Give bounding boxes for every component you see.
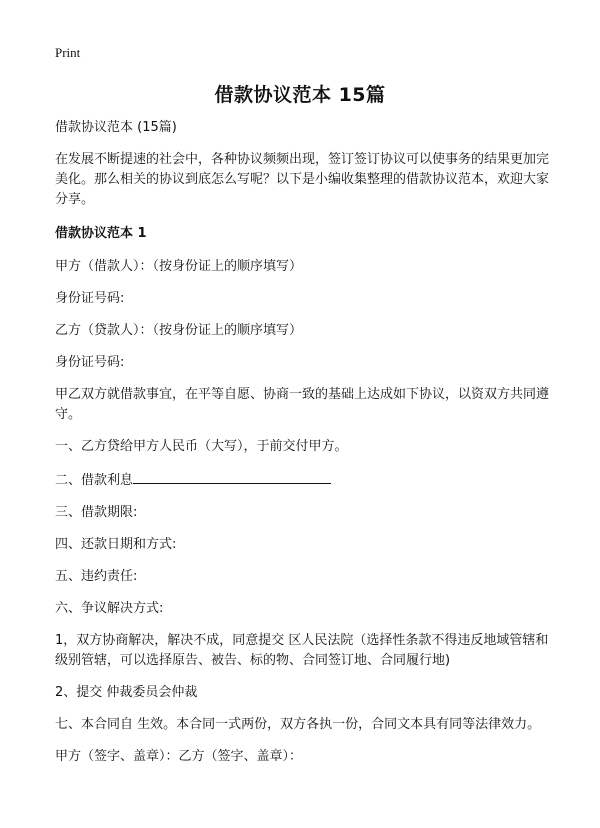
- clause-1: 一、乙方贷给甲方人民币（大写），于前交付甲方。: [55, 439, 348, 454]
- clause-4: 四、还款日期和方式:: [55, 537, 177, 552]
- clause-3: 三、借款期限:: [55, 505, 138, 520]
- signature-line: 甲方（签字、盖章）：乙方（签字、盖章）：: [55, 749, 303, 764]
- party-a-id-line: 身份证号码:: [55, 291, 125, 306]
- document-title: 借款协议范本 15篇: [214, 84, 386, 106]
- clause-6-1: 1，双方协商解决，解决不成，同意提交 区人民法院（选择性条款不得违反地域管辖和级别管辖，可以选择原告、被告、标的物、合同签订地、合同履行地): [55, 633, 549, 668]
- section-heading: 借款协议范本 1: [55, 226, 147, 241]
- clause-5: 五、违约责任:: [55, 569, 138, 584]
- print-link[interactable]: Print: [55, 45, 81, 60]
- clause-7: 七、本合同自 生效。本合同一式两份，双方各执一份，合同文本具有同等法律效力。: [55, 717, 541, 732]
- party-a-line: 甲方（借款人）：（按身份证上的顺序填写）: [55, 259, 303, 274]
- clause-2-label: 二、借款利息: [55, 473, 134, 488]
- clause-6: 六、争议解决方式:: [55, 601, 164, 616]
- blank-underline: [133, 469, 331, 484]
- preamble-paragraph: 甲乙双方就借款事宜，在平等自愿、协商一致的基础上达成如下协议，以资双方共同遵守。: [55, 387, 550, 422]
- document-subtitle: 借款协议范本 (15篇): [55, 120, 177, 135]
- clause-6-2: 2、提交 仲裁委员会仲裁: [55, 685, 198, 700]
- clause-2: [55, 469, 560, 491]
- party-b-id-line: 身份证号码:: [55, 355, 125, 370]
- party-b-line: 乙方（贷款人）：（按身份证上的顺序填写）: [55, 323, 303, 338]
- intro-paragraph: 在发展不断提速的社会中，各种协议频频出现，签订签订协议可以使事务的结果更加完美化。那么相关的协议到底怎么写呢？以下是小编收集整理的借款协议范本，欢迎大家分享。: [55, 152, 550, 207]
- document-body: [55, 118, 560, 779]
